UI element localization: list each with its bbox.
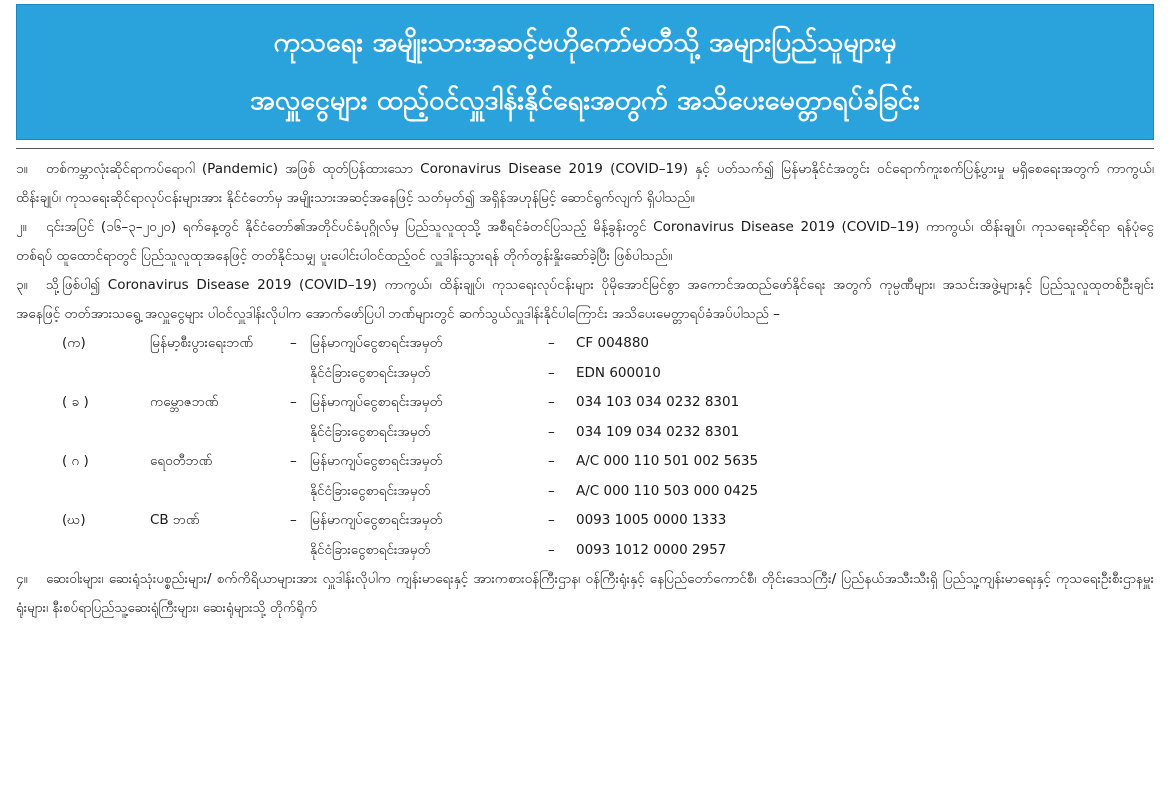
bank-name: CB ဘဏ် xyxy=(150,512,200,528)
bank-account-row xyxy=(16,359,1154,389)
bank-account-row xyxy=(16,477,1154,507)
bank-account-row xyxy=(16,388,1154,418)
paragraph-number: ၄။ xyxy=(16,571,28,587)
account-type: မြန်မာကျပ်ငွေစာရင်းအမှတ် xyxy=(310,335,443,351)
title-banner xyxy=(16,4,1154,140)
dash-separator: – xyxy=(548,423,555,440)
divider-line xyxy=(16,148,1154,149)
dash-separator: – xyxy=(290,512,297,528)
paragraph-text: ဆေးဝါးများ၊ ဆေးရုံသုံးပစ္စည်းများ/ စက်ကိရိယာများအား လှူဒါန်းလိုပါက ကျန်းမာရေးနှင့် အားကစားဝန်ကြီးဌာန၊ ဝန်ကြီးရုံးနှင့် နေပြည်တော်ကောင်စီ၊ တိုင်းဒေသကြီး/ ပြည်နယ်အသီးသီးရှိ ပြည်သူ့ကျန်းမာရေးနှင့် ကုသရေးဦးစီးဌာနမှူးရုံးများ၊ နီးစပ်ရာပြည်သူ့ဆေးရုံကြီးများ၊ ဆေးရုံများသို့ တိုက်ရိုက် xyxy=(16,571,1154,616)
paragraph-1 xyxy=(16,155,1154,213)
bank-letter: (က) xyxy=(62,335,86,351)
account-number: 0093 1012 0000 2957 xyxy=(576,541,727,558)
dash-separator: – xyxy=(290,335,297,351)
dash-separator: – xyxy=(290,453,297,469)
bank-account-row xyxy=(16,329,1154,359)
account-type: မြန်မာကျပ်ငွေစာရင်းအမှတ် xyxy=(310,453,443,469)
account-type: နိုင်ငံခြားငွေစာရင်းအမှတ် xyxy=(310,423,431,440)
dash-separator: – xyxy=(548,512,555,528)
title-line-2: အလှူငွေများ ထည့်ဝင်လှူဒါန်းနိုင်ရေးအတွက် အသိပေးမေတ္တာရပ်ခံခြင်း xyxy=(250,85,920,116)
paragraph-number: ၂။ xyxy=(16,219,27,235)
account-number: EDN 600010 xyxy=(576,364,661,381)
bank-letter: ( ဂ ) xyxy=(62,453,89,469)
account-number: CF 004880 xyxy=(576,335,650,351)
bank-name: ရေဝတီဘဏ် xyxy=(150,453,213,469)
dash-separator: – xyxy=(548,394,555,410)
paragraph-3 xyxy=(16,271,1154,329)
announcement-body xyxy=(16,155,1154,623)
paragraph-4 xyxy=(16,565,1154,623)
dash-separator: – xyxy=(290,394,297,410)
account-type: မြန်မာကျပ်ငွေစာရင်းအမှတ် xyxy=(310,394,443,410)
account-number: A/C 000 110 503 000 0425 xyxy=(576,482,759,499)
paragraph-number: ၁။ xyxy=(16,161,28,177)
account-type: မြန်မာကျပ်ငွေစာရင်းအမှတ် xyxy=(310,512,443,528)
dash-separator: – xyxy=(548,541,555,558)
dash-separator: – xyxy=(548,335,555,351)
paragraph-2 xyxy=(16,213,1154,271)
paragraph-number: ၃။ xyxy=(16,277,28,293)
account-number: 034 103 034 0232 8301 xyxy=(576,394,740,410)
bank-name: မြန်မာ့စီးပွားရေးဘဏ် xyxy=(150,335,254,351)
bank-account-row xyxy=(16,447,1154,477)
dash-separator: – xyxy=(548,453,555,469)
bank-letter: ( ခ ) xyxy=(62,394,89,410)
account-number: 034 109 034 0232 8301 xyxy=(576,423,740,440)
bank-name: ကမ္ဘောဇဘဏ် xyxy=(150,394,219,410)
account-type: နိုင်ငံခြားငွေစာရင်းအမှတ် xyxy=(310,482,431,499)
bank-account-row xyxy=(16,536,1154,566)
dash-separator: – xyxy=(548,364,555,381)
bank-account-row xyxy=(16,506,1154,536)
account-type: နိုင်ငံခြားငွေစာရင်းအမှတ် xyxy=(310,541,431,558)
paragraph-text: သို့ဖြစ်ပါ၍ Coronavirus Disease 2019 (COVID–19) ကာကွယ်၊ ထိန်းချုပ်၊ ကုသရေးလုပ်ငန်းများ ပိုမိုအောင်မြင်စွာ အကောင်အထည်ဖော်နိုင်ရေး အတွက် ကုမ္ပဏီများ၊ အသင်းအဖွဲ့များနှင့် ပြည်သူလူထုတစ်ဦးချင်းအနေဖြင့် တတ်အားသရွေ့ အလှူငွေများ ပါဝင်လှူဒါန်းလိုပါက အောက်ဖော်ပြပါ ဘဏ်များတွင် ဆက်သွယ်လှူဒါန်းနိုင်ပါကြောင်း အသိပေးမေတ္တာရပ်ခံအပ်ပါသည် – xyxy=(16,277,1154,322)
paragraph-text: တစ်ကမ္ဘာလုံးဆိုင်ရာကပ်ရောဂါ (Pandemic) အဖြစ် ထုတ်ပြန်ထားသော Coronavirus Disease 2019 (COVID–19) နှင့် ပတ်သက်၍ မြန်မာနိုင်ငံအတွင်း ဝင်ရောက်ကူးစက်ပြန့်ပွားမှု မရှိစေရေးအတွက် ကာကွယ်၊ ထိန်းချုပ်၊ ကုသရေးဆိုင်ရာလုပ်ငန်းများအား နိုင်ငံတော်မှ အမျိုးသားအဆင့်အနေဖြင့် သတ်မှတ်၍ အရှိန်အဟုန်မြင့် ဆောင်ရွက်လျက် ရှိပါသည်။ xyxy=(16,161,1154,206)
bank-account-list xyxy=(16,329,1154,565)
account-type: နိုင်ငံခြားငွေစာရင်းအမှတ် xyxy=(310,364,431,381)
bank-account-row xyxy=(16,418,1154,448)
dash-separator: – xyxy=(548,482,555,499)
account-number: 0093 1005 0000 1333 xyxy=(576,512,727,528)
title-line-1: ကုသရေး အမျိုးသားအဆင့်ဗဟိုကော်မတီသို့ အများပြည်သူများမှ xyxy=(273,27,897,58)
paragraph-text: ၎င်းအပြင် (၁၆–၃–၂၀၂၀) ရက်နေ့တွင် နိုင်ငံတော်၏အတိုင်ပင်ခံပုဂ္ဂိုလ်မှ ပြည်သူလူထုသို့ အစီရင်ခံတင်ပြသည့် မိန့်ခွန်းတွင် Coronavirus Disease 2019 (COVID–19) ကာကွယ်၊ ထိန်းချုပ်၊ ကုသရေးဆိုင်ရာ ရန်ပုံငွေတစ်ရပ် ထူထောင်ရာတွင် ပြည်သူလူထုအနေဖြင့် တတ်နိုင်သမျှ ပူးပေါင်းပါဝင်ထည့်ဝင် လှူဒါန်းသွားရန် တိုက်တွန်းနှိုးဆော်ခဲ့ပြီး ဖြစ်ပါသည်။ xyxy=(16,219,1154,264)
account-number: A/C 000 110 501 002 5635 xyxy=(576,453,759,469)
bank-letter: (ဃ) xyxy=(62,512,86,528)
